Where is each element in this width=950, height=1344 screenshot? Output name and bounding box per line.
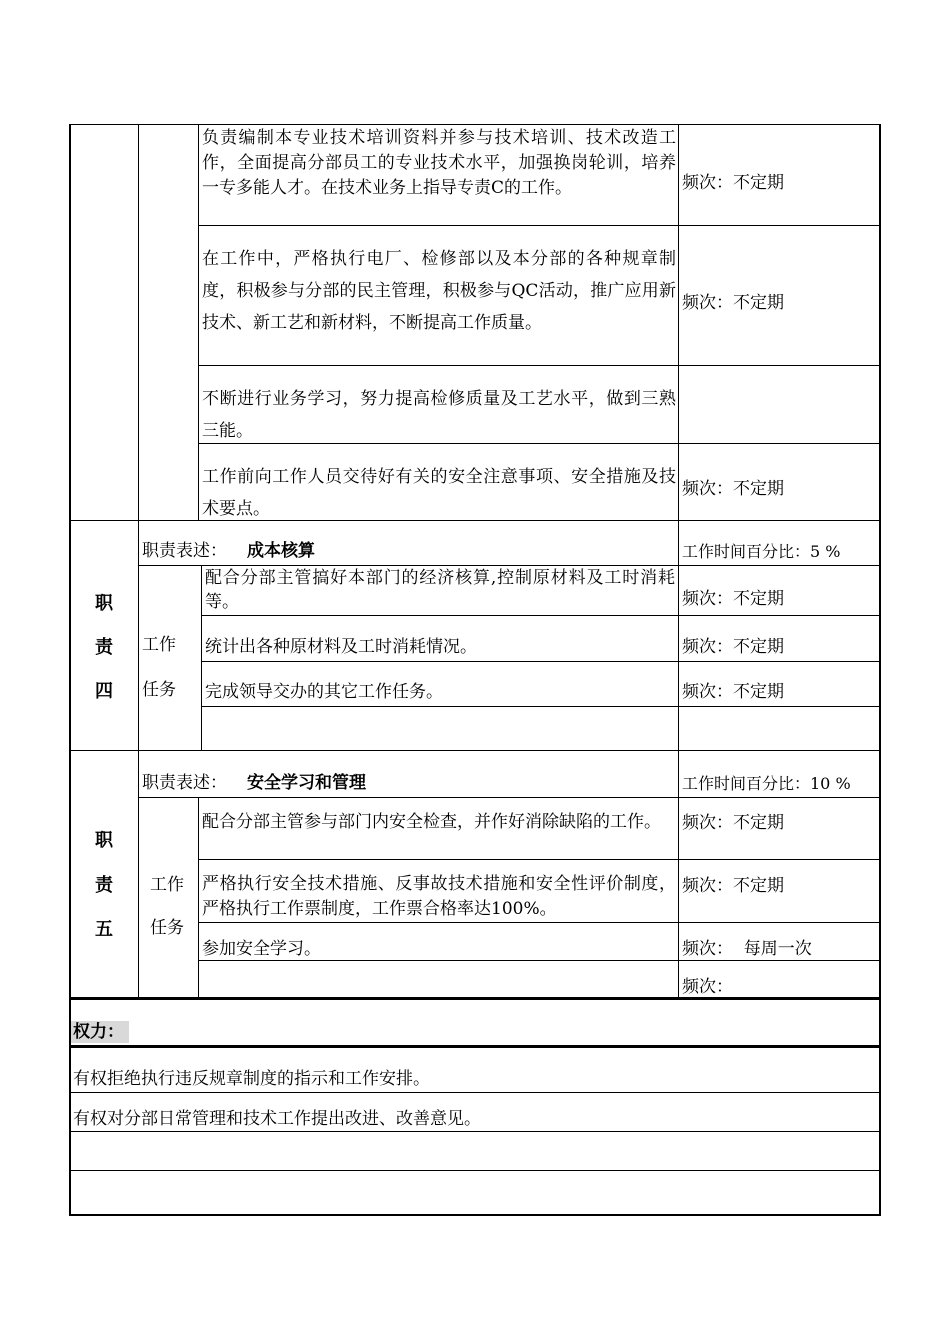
task-description: 工作前向工作人员交待好有关的安全注意事项、安全措施及技术要点。 [202,467,676,519]
task-frequency: 频次：不定期 [682,813,784,833]
task-description: 配合分部主管搞好本部门的经济核算,控制原材料及工时消耗等。 [205,568,675,612]
task-frequency: 频次：不定期 [682,682,784,702]
power-title: 权力： [73,1022,124,1042]
task-description: 配合分部主管参与部门内安全检查，并作好消除缺陷的工作。 [202,812,661,832]
power-item: 有权对分部日常管理和技术工作提出改进、改善意见。 [73,1109,481,1129]
row-sep [201,615,879,616]
section-label-char: 五 [95,919,113,940]
task-label: 任务 [142,680,176,700]
section-label-char: 四 [95,681,113,702]
task-frequency: 频次：不定期 [682,293,784,313]
row-sep [69,1092,881,1093]
task-label: 工作 [150,875,184,895]
task-frequency: 频次：不定期 [682,479,784,499]
row-sep [198,365,879,366]
table-border-left [69,124,71,1216]
section-label-char: 责 [95,637,113,658]
power-item: 有权拒绝执行违反规章制度的指示和工作安排。 [73,1069,430,1089]
row-sep [198,922,879,923]
work-time-percentage: 工作时间百分比：10 % [682,774,851,793]
task-frequency: 频次：不定期 [682,876,784,896]
col-sep [201,565,202,750]
duty-title: 成本核算 [247,541,315,561]
row-sep [198,859,879,860]
task-description: 完成领导交办的其它工作任务。 [205,682,443,702]
row-sep [201,706,879,707]
task-frequency: 频次：不定期 [682,173,784,193]
col-sep [678,124,679,520]
col-sep [138,124,139,998]
task-label: 工作 [142,635,176,655]
task-frequency: 频次： [682,977,733,997]
row-sep [198,225,879,226]
task-description: 不断进行业务学习，努力提高检修质量及工艺水平，做到三熟三能。 [202,389,676,441]
task-description: 严格执行安全技术措施、反事故技术措施和安全性评价制度，严格执行工作票制度，工作票合格率达100%。 [202,874,676,919]
col-sep [198,124,199,520]
task-frequency: 频次：不定期 [682,589,784,609]
task-description: 参加安全学习。 [202,939,321,959]
row-sep [69,750,881,751]
row-sep [201,661,879,662]
col-sep [198,797,199,998]
row-sep-thick [69,997,881,1000]
duty-desc-label: 职责表述： [142,773,227,793]
row-sep [138,797,879,798]
table-border-bottom [69,1214,881,1216]
task-description: 在工作中，严格执行电厂、检修部以及本分部的各种规章制度，积极参与分部的民主管理，积极参与QC活动，推广应用新技术、新工艺和新材料，不断提高工作质量。 [202,249,676,333]
task-frequency: 频次： 每周一次 [682,939,812,959]
row-sep [69,1170,881,1171]
task-description: 统计出各种原材料及工时消耗情况。 [205,637,477,657]
work-time-percentage: 工作时间百分比：5 % [682,542,841,561]
section-label-char: 责 [95,875,113,896]
task-frequency: 频次：不定期 [682,637,784,657]
task-description: 负责编制本专业技术培训资料并参与技术培训、技术改造工作，全面提高分部员工的专业技术水平，加强换岗轮训，培养一专多能人才。在技术业务上指导专责C的工作。 [202,128,676,198]
duty-desc-label: 职责表述： [142,541,227,561]
task-label: 任务 [150,918,184,938]
duty-title: 安全学习和管理 [247,773,366,793]
table-border-top [69,124,881,125]
section-label-char: 职 [95,830,113,851]
row-sep-thick [69,1045,881,1048]
col-sep [678,520,679,750]
table-border-right [879,124,881,1216]
section-label-char: 职 [95,593,113,614]
